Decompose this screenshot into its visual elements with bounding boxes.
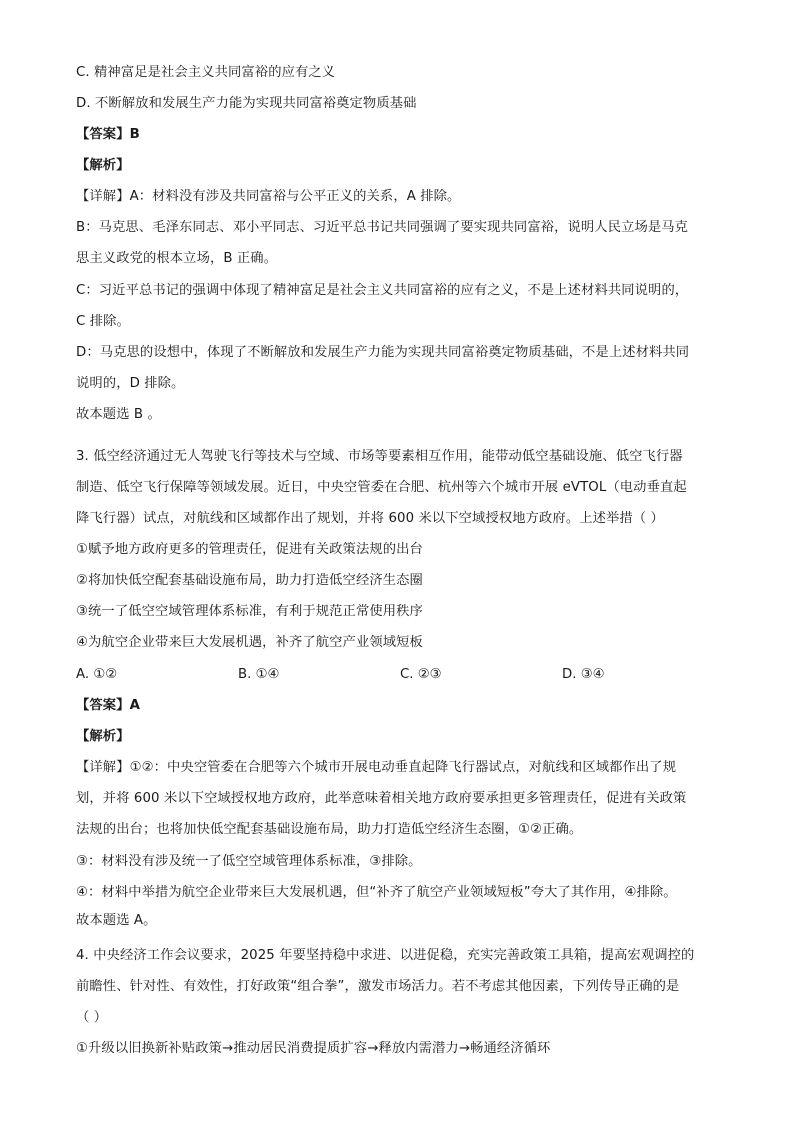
explanation-line: D：马克思的设想中，体现了不断解放和发展生产力能为实现共同富裕奠定物质基础，不是上述材料共同 — [76, 345, 690, 360]
option-d: D. ③④ — [562, 667, 605, 682]
question-4-stem: （ ） — [76, 1010, 108, 1025]
question-3-stem: 制造、低空飞行保障等领域发展。近日，中央空管委在合肥、杭州等六个城市开展 eVTOL（电动垂直起 — [76, 480, 687, 495]
question-4-stem: 前瞻性、针对性、有效性，打好政策“组合拳”，激发市场活力。若不考虑其他因素，下列传导正确的是 — [76, 979, 680, 994]
option-c-q2: C. 精神富足是社会主义共同富裕的应有之义 — [76, 65, 336, 80]
answer-label-q3: 【答案】A — [76, 698, 140, 713]
conclusion-line: 故本题选 A。 — [76, 913, 157, 928]
conclusion-line: 故本题选 B 。 — [76, 407, 161, 422]
analysis-label-q3: 【解析】 — [76, 729, 130, 744]
explanation-line: 划，并将 600 米以下空域授权地方政府，此举意味着相关地方政府要承担更多管理责任，促进有关政策 — [76, 791, 687, 806]
explanation-line: ③：材料没有涉及统一了低空空域管理体系标准，③排除。 — [76, 854, 422, 869]
answer-label-q2: 【答案】B — [76, 127, 140, 142]
explanation-line: C：习近平总书记的强调中体现了精神富足是社会主义共同富裕的应有之义，不是上述材料共同说明的， — [76, 283, 689, 298]
explanation-line: ④：材料中举措为航空企业带来巨大发展机遇，但“补齐了航空产业领域短板”夸大了其作用，④排除。 — [76, 885, 677, 900]
explanation-line: C 排除。 — [76, 314, 130, 329]
explanation-line: 法规的出台；也将加快低空配套基础设施布局，助力打造低空经济生态圈，①②正确。 — [76, 822, 583, 837]
option-a: A. ①② — [76, 667, 118, 682]
question-3-stem: 降飞行器）试点，对航线和区域都作出了规划，并将 600 米以下空域授权地方政府。上述举措（ ） — [76, 511, 664, 526]
statement-item: ①赋予地方政府更多的管理责任，促进有关政策法规的出台 — [76, 542, 423, 557]
option-b: B. ①④ — [238, 667, 280, 682]
option-c: C. ②③ — [400, 667, 442, 682]
explanation-line: B：马克思、毛泽东同志、邓小平同志、习近平总书记共同强调了要实现共同富裕，说明人民立场是马克 — [76, 220, 689, 235]
explanation-line: 说明的，D 排除。 — [76, 376, 185, 391]
statement-item: ③统一了低空空域管理体系标准，有利于规范正常使用秩序 — [76, 604, 423, 619]
statement-item: ④为航空企业带来巨大发展机遇，补齐了航空产业领域短板 — [76, 635, 423, 650]
question-4-stem: 4. 中央经济工作会议要求，2025 年要坚持稳中求进、以进促稳，充实完善政策工具箱，提高宏观调控的 — [76, 948, 695, 963]
statement-item: ②将加快低空配套基础设施布局，助力打造低空经济生态圈 — [76, 573, 423, 588]
analysis-label-q2: 【解析】 — [76, 158, 130, 173]
explanation-line: 【详解】A：材料没有涉及共同富裕与公平正义的关系，A 排除。 — [76, 189, 461, 204]
explanation-line: 【详解】①②：中央空管委在合肥等六个城市开展电动垂直起降飞行器试点，对航线和区域都作出了规 — [76, 760, 677, 775]
option-d-q2: D. 不断解放和发展生产力能为实现共同富裕奠定物质基础 — [76, 96, 417, 111]
statement-item: ①升级以旧换新补贴政策→推动居民消费提质扩容→释放内需潜力→畅通经济循环 — [76, 1041, 551, 1056]
question-3-stem: 3. 低空经济通过无人驾驶飞行等技术与空域、市场等要素相互作用，能带动低空基础设施、低空飞行器 — [76, 449, 683, 464]
explanation-line: 思主义政党的根本立场，B 正确。 — [76, 251, 278, 266]
